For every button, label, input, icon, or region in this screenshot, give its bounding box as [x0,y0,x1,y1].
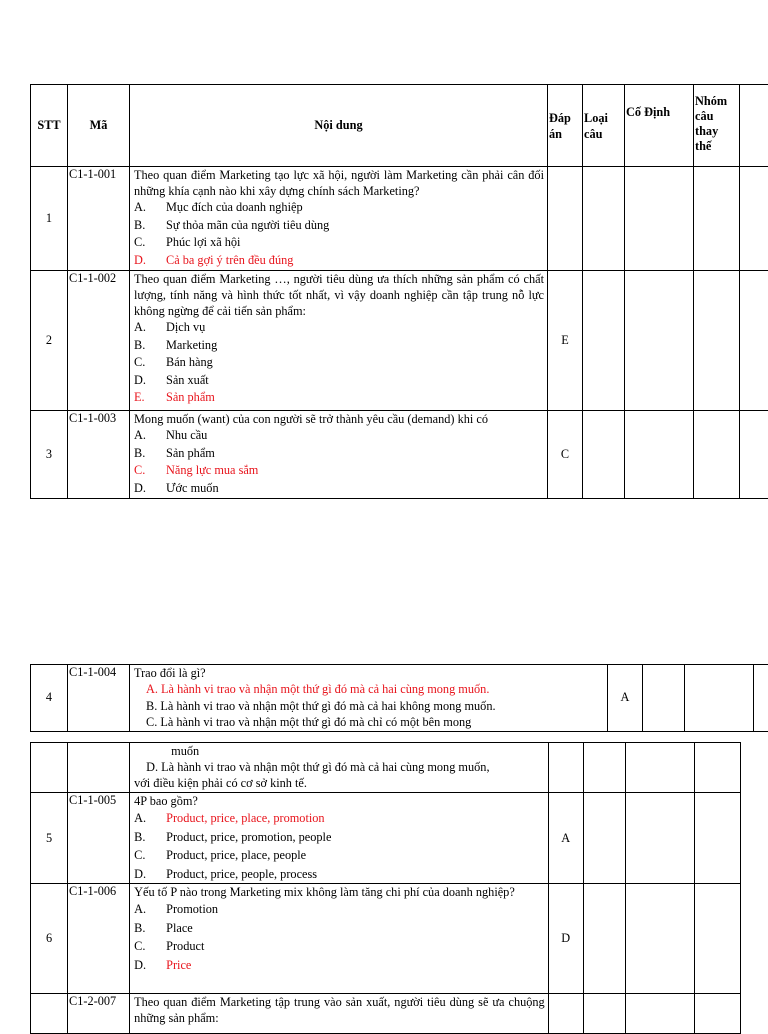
row-ma: C1-1-003 [68,411,130,499]
row-answer: A [608,665,643,732]
row-ma: C1-1-004 [68,665,130,732]
option-d-correct: D. Price [134,956,545,975]
row-content [130,411,548,499]
header-extra [740,85,768,167]
row-stt: 6 [31,884,68,994]
header-dap-an: Đáp án [548,85,583,167]
header-nhom-cau-thay-the: Nhóm câu thay thế [694,85,740,167]
option-a: A. Nhu cầu [134,427,544,445]
row-loai [583,743,625,793]
row-loai [643,665,685,732]
row-co-dinh [625,411,694,499]
row-loai [583,167,625,271]
row-loai [583,793,625,884]
question-text: Mong muốn (want) của con người sẽ trở thành yêu cầu (demand) khi có [134,411,544,427]
row-ma: C1-2-007 [68,994,130,1034]
row-loai [583,994,625,1034]
row-co-dinh [625,271,694,411]
row-answer [548,994,583,1034]
option-a: A. Mục đích của doanh nghiệp [134,199,544,217]
option-b: B. Place [134,919,545,938]
option-a-correct: A. Product, price, place, promotion [134,809,545,828]
row-content [130,271,548,411]
row-nhom [694,411,740,499]
header-stt: STT [31,85,68,167]
option-d: D. Product, price, people, process [134,865,545,884]
table-row-continued [31,743,741,793]
row-ma [68,743,130,793]
option-c: C. Product [134,937,545,956]
question-text: Theo quan điểm Marketing …, người tiêu dùng ưa thích những sản phẩm có chất lượng, tính năng và hình thức tốt nhất, vì vậy doanh nghiệp cần tập trung nỗ lực không ngừng để cải tiến sản phẩm: [134,271,544,319]
row-answer: A [548,793,583,884]
row-loai [583,271,625,411]
row-co-dinh [625,793,694,884]
option-c: C. Là hành vi trao và nhận một thứ gì đó mà chỉ có một bên mong [134,714,604,731]
row-answer: C [548,411,583,499]
row-content [130,665,608,732]
option-b: B. Product, price, promotion, people [134,828,545,847]
row-ma: C1-1-002 [68,271,130,411]
row-nhom [694,743,740,793]
row-nhom [754,665,768,732]
header-row [31,85,768,167]
question-table-3 [30,742,741,1034]
option-a-correct: A. Là hành vi trao và nhận một thứ gì đó mà cả hai cùng mong muốn. [134,681,604,698]
question-table-2 [30,664,768,732]
option-b: B. Là hành vi trao và nhận một thứ gì đó mà cả hai không mong muốn. [134,698,604,715]
option-b: B. Marketing [134,337,544,355]
row-content [130,884,549,994]
row-extra [740,411,768,499]
row-stt: 3 [31,411,68,499]
row-content [130,743,549,793]
question-text: Theo quan điểm Marketing tập trung vào sản xuất, người tiêu dùng sẽ ưa chuộng những sản phẩm: [134,994,545,1026]
row-content [130,793,549,884]
row-nhom [694,271,740,411]
row-content [130,167,548,271]
row-extra [740,167,768,271]
option-b: B. Sự thỏa mãn của người tiêu dùng [134,217,544,235]
row-stt: 2 [31,271,68,411]
option-d-continued: với điều kiện phải có cơ sở kinh tế. [134,775,545,791]
row-nhom [694,793,740,884]
question-text: Trao đổi là gì? [134,665,604,681]
row-stt: 1 [31,167,68,271]
row-ma: C1-1-006 [68,884,130,994]
header-co-dinh: Cố Định [625,85,694,167]
option-c-continued: muốn [134,743,545,759]
option-d: D. Ước muốn [134,480,544,498]
table-row [31,793,741,884]
table-row [31,271,768,411]
row-co-dinh [625,743,694,793]
header-loai-cau: Loại câu [583,85,625,167]
option-d: D. Sản xuất [134,372,544,390]
row-nhom [694,884,740,994]
header-ma: Mã [68,85,130,167]
row-loai [583,411,625,499]
option-a: A. Dịch vụ [134,319,544,337]
option-d-correct: D. Cả ba gợi ý trên đều đúng [134,252,544,270]
row-stt [31,994,68,1034]
row-co-dinh [685,665,754,732]
table-row [31,884,741,994]
row-extra [740,271,768,411]
row-answer: E [548,271,583,411]
row-co-dinh [625,884,694,994]
table-row [31,411,768,499]
row-stt: 5 [31,793,68,884]
option-c: C. Bán hàng [134,354,544,372]
row-answer [548,167,583,271]
question-text: Theo quan điểm Marketing tạo lực xã hội, người làm Marketing cần phải cân đối những khía cạnh nào khi xây dựng chính sách Marketing? [134,167,544,199]
row-answer [548,743,583,793]
question-table-1 [30,84,768,499]
option-e-correct: E. Sản phẩm [134,389,544,407]
row-answer: D [548,884,583,994]
row-co-dinh [625,994,694,1034]
row-ma: C1-1-005 [68,793,130,884]
option-a: A. Promotion [134,900,545,919]
table-row [31,167,768,271]
option-d: D. Là hành vi trao và nhận một thứ gì đó mà cả hai cùng mong muốn, [134,759,545,775]
option-b: B. Sản phẩm [134,445,544,463]
table-row [31,994,741,1034]
question-text: Yếu tố P nào trong Marketing mix không làm tăng chi phí của doanh nghiệp? [134,884,545,900]
header-noi-dung: Nội dung [130,85,548,167]
question-text: 4P bao gồm? [134,793,545,809]
row-nhom [694,167,740,271]
row-stt: 4 [31,665,68,732]
row-stt [31,743,68,793]
option-c: C. Product, price, place, people [134,846,545,865]
row-loai [583,884,625,994]
row-nhom [694,994,740,1034]
row-ma: C1-1-001 [68,167,130,271]
row-content [130,994,549,1034]
table-row [31,665,768,732]
option-c: C. Phúc lợi xã hội [134,234,544,252]
option-c-correct: C. Năng lực mua sắm [134,462,544,480]
row-co-dinh [625,167,694,271]
